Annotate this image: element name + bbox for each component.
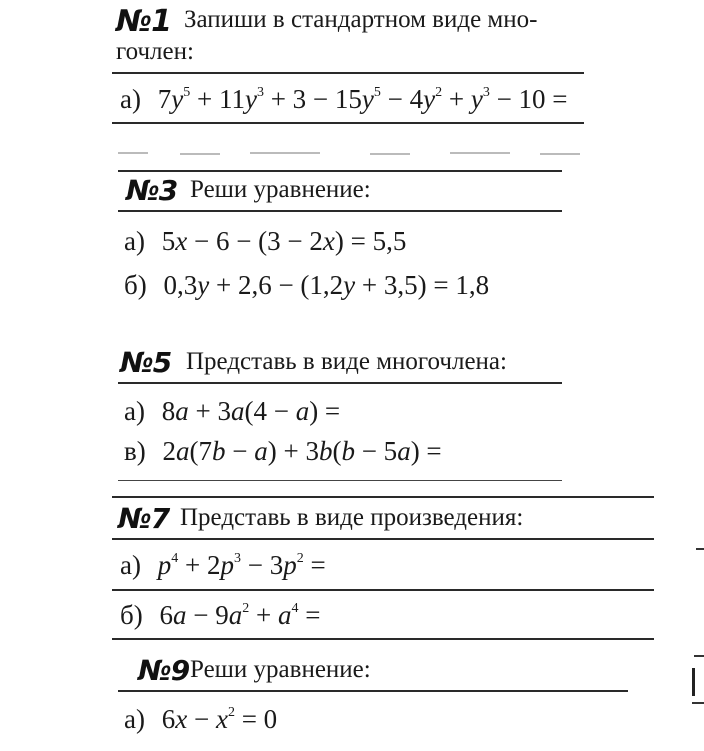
cut-line xyxy=(180,153,220,155)
item-label: в) xyxy=(124,436,146,466)
item-label: а) xyxy=(120,550,141,580)
task-5a-expression: 8a + 3a(4 − a) = xyxy=(161,396,341,426)
divider xyxy=(112,538,654,540)
task-7a xyxy=(120,550,326,581)
task-3a-expression: 5x − 6 − (3 − 2x) = 5,5 xyxy=(161,226,407,256)
task-7b xyxy=(120,600,320,631)
task-9a xyxy=(124,704,277,735)
task-number-1: №1 xyxy=(116,4,171,39)
task-3a xyxy=(124,226,406,257)
task-3-title: Реши уравнение: xyxy=(190,176,371,203)
task-number-5: №5 xyxy=(120,346,172,379)
crop-fragment xyxy=(694,655,704,657)
task-number-9: №9 xyxy=(138,654,190,687)
cut-line xyxy=(118,152,148,154)
task-3b-expression: 0,3y + 2,6 − (1,2y + 3,5) = 1,8 xyxy=(163,270,490,300)
task-5v xyxy=(124,436,442,467)
task-9-title: Реши уравнение: xyxy=(190,656,371,683)
task-9a-expression: $6x - x^2 = 0$ xyxy=(161,704,278,734)
divider xyxy=(118,170,562,172)
divider xyxy=(118,382,562,384)
task-1a xyxy=(120,84,568,115)
task-7-title: Представь в виде произведения: xyxy=(180,504,524,531)
divider xyxy=(112,496,654,498)
divider xyxy=(118,480,562,481)
crop-fragment xyxy=(692,702,704,704)
cut-line xyxy=(540,153,580,155)
divider xyxy=(112,122,584,124)
task-5v-expression: 2a(7b − a) + 3b(b − 5a) = xyxy=(162,436,442,466)
task-5a xyxy=(124,396,340,427)
divider xyxy=(118,690,628,692)
task-number-3: №3 xyxy=(126,174,178,207)
item-label: а) xyxy=(124,704,145,734)
cut-line xyxy=(370,153,410,155)
task-number-7: №7 xyxy=(118,502,170,535)
task-7b-expression: $6a - 9a^2 + a^4$ = xyxy=(159,600,321,630)
item-label: а) xyxy=(124,226,145,256)
item-label: б) xyxy=(124,270,147,300)
task-1a-expression: $7y^5 + 11y^3 + 3 - 15y^5 - 4y^2 + y^3 - 10$ = xyxy=(157,84,568,114)
item-label: а) xyxy=(120,84,141,114)
task-7a-expression: $p^4 + 2p^3 - 3p^2$ = xyxy=(157,550,326,580)
task-3b xyxy=(124,270,489,301)
divider xyxy=(112,72,584,74)
task-5-title: Представь в виде многочлена: xyxy=(186,348,507,375)
task-1-title-line1: Запиши в стандартном виде мно- xyxy=(184,6,538,33)
crop-fragment xyxy=(696,548,704,550)
task-1-title-line2: гочлен: xyxy=(116,38,194,65)
cut-line xyxy=(250,152,320,154)
item-label: б) xyxy=(120,600,143,630)
divider xyxy=(112,589,654,591)
item-label: а) xyxy=(124,396,145,426)
divider xyxy=(118,210,562,212)
divider xyxy=(112,638,654,640)
cut-line xyxy=(450,152,510,154)
crop-fragment xyxy=(692,668,704,696)
